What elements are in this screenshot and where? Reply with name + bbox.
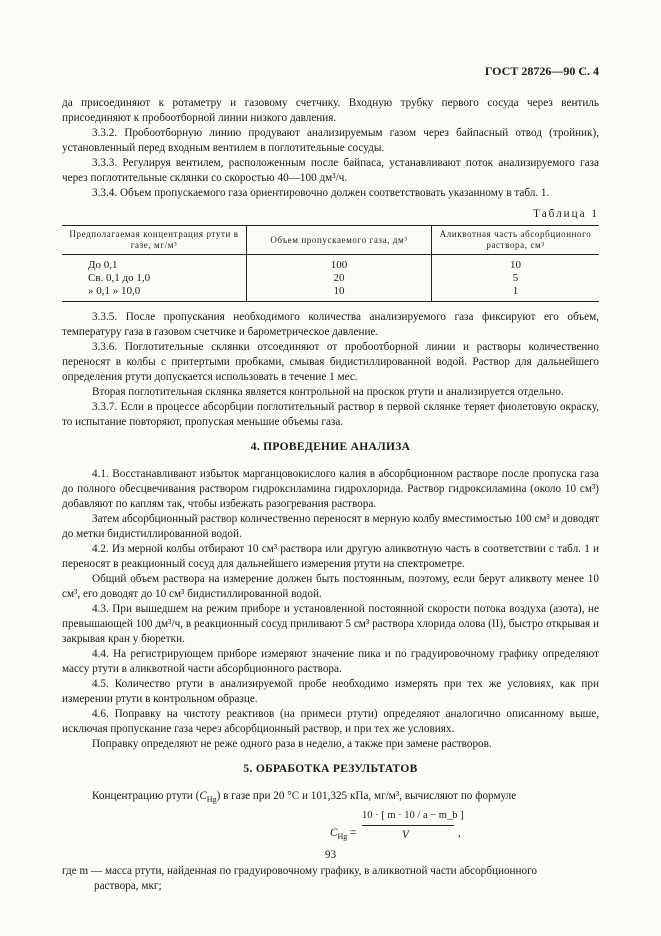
symbol: C bbox=[199, 790, 207, 802]
equals-sign: = bbox=[350, 827, 357, 839]
paragraph: 3.3.3. Регулируя вентилем, расположенным после байпаса, устанавливают поток анализируемого газа через поглотительные склянки со скоростью 40—100 дм³/ч. bbox=[62, 157, 599, 184]
paragraph: 3.3.5. После пропускания необходимого количества анализируемого газа фиксируют его объем, температуру газа в газовом счетчике и барометрическое давление. bbox=[62, 311, 599, 338]
table-header-row bbox=[62, 226, 599, 255]
table-row bbox=[62, 255, 599, 273]
paragraph: раствора, мкг; bbox=[94, 880, 162, 892]
data-table bbox=[62, 225, 599, 302]
paragraph: Вторая поглотительная склянка является контрольной на проскок ртути и анализируется отдельно. bbox=[92, 386, 564, 398]
paragraph: Общий объем раствора на измерение должен быть постоянным, поэтому, если берут аликвоту менее 10 см³, его доводят до 10 см³ бидистиллированной водой. bbox=[62, 573, 599, 600]
subscript: Hg bbox=[206, 795, 217, 805]
paragraph bbox=[62, 789, 599, 804]
paragraph: 3.3.6. Поглотительные склянки отсоединяют от пробоотборной линии и растворы количественно переносят в колбы с притертыми пробками, смывая бидистиллированной водой. Раствор для дальнейшего определения ртути допускается использовать в течение 1 мес. bbox=[62, 341, 599, 383]
table-cell: 10 bbox=[432, 255, 600, 273]
table-cell: » 0,1 » 10,0 bbox=[62, 285, 247, 302]
table-header: Аликвотная часть абсорбционного раствора, см³ bbox=[432, 226, 600, 255]
paragraph: 4.2. Из мерной колбы отбирают 10 см³ раствора или другую аликвотную часть в соответствии с табл. 1 и переносят в реакционный сосуд для дальнейшего измерения ртути на спектрометре. bbox=[62, 543, 599, 570]
table-cell: 5 bbox=[432, 272, 600, 285]
running-header: ГОСТ 28726—90 С. 4 bbox=[484, 64, 599, 78]
paragraph: 4.1. Восстанавливают избыток марганцовокислого калия в абсорбционном растворе после пропуска газа до полного обесцвечивания раствором гидроксиламина гидрохлорида. Раствор гидроксиламина (около 10 см³) добавляют по каплям так, чтобы избежать разогревания раствора. bbox=[62, 468, 599, 510]
paragraph: 4.6. Поправку на чистоту реактивов (на примеси ртути) определяют аналогично описанному выше, исключая пропускание газа через абсорбционный раствор, и при тех же условиях. bbox=[62, 708, 599, 735]
formula-comma: , bbox=[458, 827, 461, 839]
text-run: Концентрацию ртути ( bbox=[92, 790, 200, 802]
subscript: Hg bbox=[337, 832, 348, 842]
table-header: Объем пропускаемого газа, дм³ bbox=[247, 226, 432, 255]
paragraph: 3.3.2. Пробоотборную линию продувают анализируемым газом через байпасный отвод (тройник), установленный перед входным вентилем в поглотительные сосуды. bbox=[62, 127, 599, 154]
paragraph: 3.3.4. Объем пропускаемого газа ориентировочно должен соответствовать указанному в табл. 1. bbox=[92, 187, 550, 199]
table-cell: Св. 0,1 до 1,0 bbox=[88, 272, 151, 284]
paragraph: 3.3.7. Если в процессе абсорбции поглотительный раствор в первой склянке теряет фиолетовую окраску, то испытание повторяют, пропуская меньшие объемы газа. bbox=[62, 401, 599, 428]
fraction-bar bbox=[362, 825, 454, 826]
symbol: C bbox=[330, 827, 338, 839]
section-title: 4. ПРОВЕДЕНИЕ АНАЛИЗА bbox=[250, 441, 411, 453]
table-caption: Таблица 1 bbox=[533, 208, 599, 220]
section-title: 5. ОБРАБОТКА РЕЗУЛЬТАТОВ bbox=[243, 763, 418, 775]
formula-lhs bbox=[330, 826, 356, 841]
page-number: 93 bbox=[324, 849, 337, 861]
table-header: Предполагаемая концентрация ртути в газе, мг/м³ bbox=[62, 226, 247, 255]
table-row bbox=[62, 285, 599, 302]
paragraph: Поправку определяют не реже одного раза в неделю, а также при замене растворов. bbox=[92, 738, 492, 750]
paragraph: где m — масса ртути, найденная по градуировочному графику, в аликвотной части абсорбционного bbox=[62, 865, 538, 877]
paragraph: 4.4. На регистрирующем приборе измеряют значение пика и по градуировочному графику определяют массу ртути в аликвотной части абсорбционного раствора. bbox=[62, 648, 599, 675]
body-text bbox=[62, 96, 599, 894]
table-cell: 100 bbox=[247, 255, 432, 273]
table-cell: 20 bbox=[247, 272, 432, 285]
paragraph: Затем абсорбционный раствор количественно переносят в мерную колбу вместимостью 100 см³ и доводят до метки бидистиллированной водой. bbox=[62, 513, 599, 540]
table-cell: 10 bbox=[247, 285, 432, 302]
paragraph: да присоединяют к ротаметру и газовому счетчику. Входную трубку первого сосуда через вентиль присоединяют к пробоотборной линии низкого давления. bbox=[62, 97, 599, 124]
paragraph: 4.5. Количество ртути в анализируемой пробе необходимо измерять при тех же условиях, как при измерении ртути в контрольном образце. bbox=[62, 678, 599, 705]
formula-denominator: V bbox=[402, 829, 409, 841]
paragraph: 4.3. При вышедшем на режим приборе и установленной постоянной скорости потока воздуха (азота), не превышающей 100 дм³/ч, в реакционный сосуд приливают 5 см³ раствора хлорида олова (II), быстро открывая и закрывая кран у бюретки. bbox=[62, 603, 599, 645]
table-cell: 1 bbox=[432, 285, 600, 302]
text-run: ) в газе при 20 °С и 101,325 кПа, мг/м³, вычисляют по формуле bbox=[216, 790, 517, 802]
table-cell: До 0,1 bbox=[88, 259, 118, 271]
table-row bbox=[62, 272, 599, 285]
formula-numerator: 10 · [ m · 10 / a − m_b ] bbox=[362, 810, 464, 821]
